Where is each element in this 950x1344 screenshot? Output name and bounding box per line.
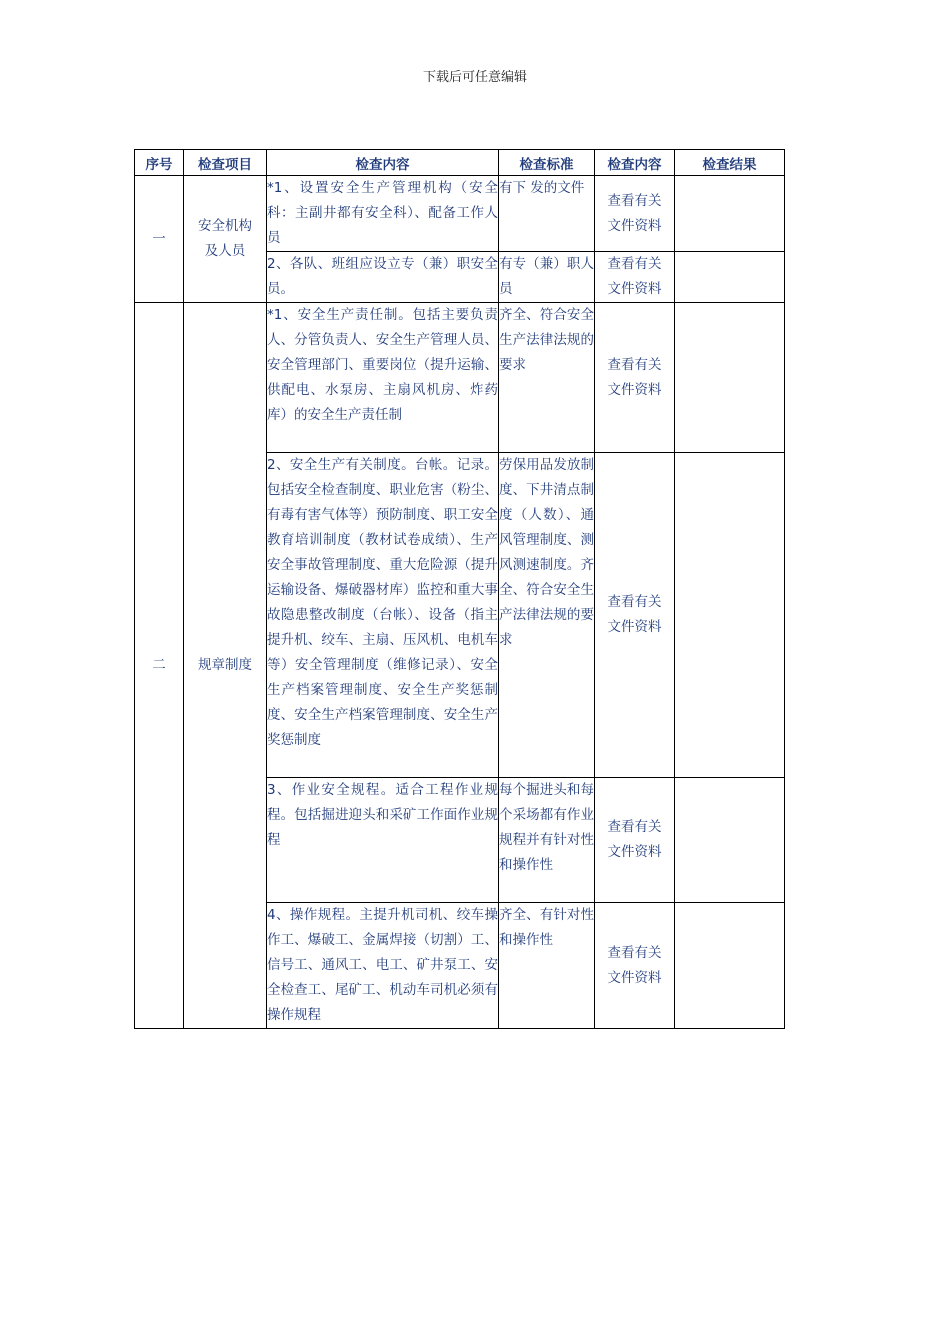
method-cell: 查看有关 文件资料 bbox=[595, 453, 675, 778]
method-cell: 查看有关 文件资料 bbox=[595, 252, 675, 303]
header-note: 下载后可任意编辑 bbox=[422, 70, 527, 85]
result-cell bbox=[675, 176, 785, 252]
result-cell bbox=[675, 303, 785, 453]
inspection-table bbox=[134, 149, 785, 1029]
standard-cell: 齐全、有针对性和操作性 bbox=[499, 903, 595, 1029]
standard-cell: 有专（兼）职人员 bbox=[499, 252, 595, 303]
result-cell bbox=[675, 778, 785, 903]
header-result: 检查结果 bbox=[675, 150, 785, 176]
content-cell: 4、操作规程。主提升机司机、绞车操作工、爆破工、金属焊接（切割）工、信号工、通风工、电工、矿井泵工、安全检查工、尾矿工、机动车司机必须有操作规程 bbox=[267, 903, 499, 1029]
standard-cell: 劳保用品发放制度、下井清点制度（人数）、通风管理制度、测风测速制度。齐全、符合安全生产法律法规的要求 bbox=[499, 453, 595, 778]
item-cell: 安全机构 及人员 bbox=[184, 176, 267, 303]
content-cell: 3、作业安全规程。适合工程作业规程。包括掘进迎头和采矿工作面作业规程 bbox=[267, 778, 499, 903]
header-item: 检查项目 bbox=[184, 150, 267, 176]
standard-cell: 有下 发的文件 bbox=[499, 176, 595, 252]
header-content: 检查内容 bbox=[267, 150, 499, 176]
header-standard: 检查标准 bbox=[499, 150, 595, 176]
table-row bbox=[135, 303, 785, 453]
content-cell: *1、安全生产责任制。包括主要负责人、分管负责人、安全生产管理人员、安全管理部门、重要岗位（提升运输、供配电、水泵房、主扇风机房、炸药库）的安全生产责任制 bbox=[267, 303, 499, 453]
standard-cell: 齐全、符合安全生产法律法规的要求 bbox=[499, 303, 595, 453]
content-cell: 2、安全生产有关制度。台帐。记录。包括安全检查制度、职业危害（粉尘、有毒有害气体等）预防制度、职工安全教育培训制度（教材试卷成绩）、生产安全事故管理制度、重大危险源（提升运输设备、爆破器材库）监控和重大事故隐患整改制度（台帐）、设备（指主提升机、绞车、主扇、压风机、电机车等）安全管理制度（维修记录）、安全生产档案管理制度、安全生产奖惩制度、安全生产档案管理制度、安全生产奖惩制度 bbox=[267, 453, 499, 778]
table-row bbox=[135, 176, 785, 252]
content-cell: 2、各队、班组应设立专（兼）职安全员。 bbox=[267, 252, 499, 303]
method-cell: 查看有关 文件资料 bbox=[595, 778, 675, 903]
header-seq: 序号 bbox=[135, 150, 184, 176]
header-method: 检查内容 bbox=[595, 150, 675, 176]
header-row bbox=[135, 150, 785, 176]
method-cell: 查看有关 文件资料 bbox=[595, 303, 675, 453]
method-cell: 查看有关 文件资料 bbox=[595, 903, 675, 1029]
content-cell: *1、设置安全生产管理机构（安全科：主副井都有安全科）、配备工作人员 bbox=[267, 176, 499, 252]
standard-cell: 每个掘进头和每个采场都有作业规程并有针对性和操作性 bbox=[499, 778, 595, 903]
seq-cell: 二 bbox=[135, 303, 184, 1029]
method-cell: 查看有关 文件资料 bbox=[595, 176, 675, 252]
result-cell bbox=[675, 453, 785, 778]
seq-cell: 一 bbox=[135, 176, 184, 303]
result-cell bbox=[675, 252, 785, 303]
result-cell bbox=[675, 903, 785, 1029]
item-cell: 规章制度 bbox=[184, 303, 267, 1029]
